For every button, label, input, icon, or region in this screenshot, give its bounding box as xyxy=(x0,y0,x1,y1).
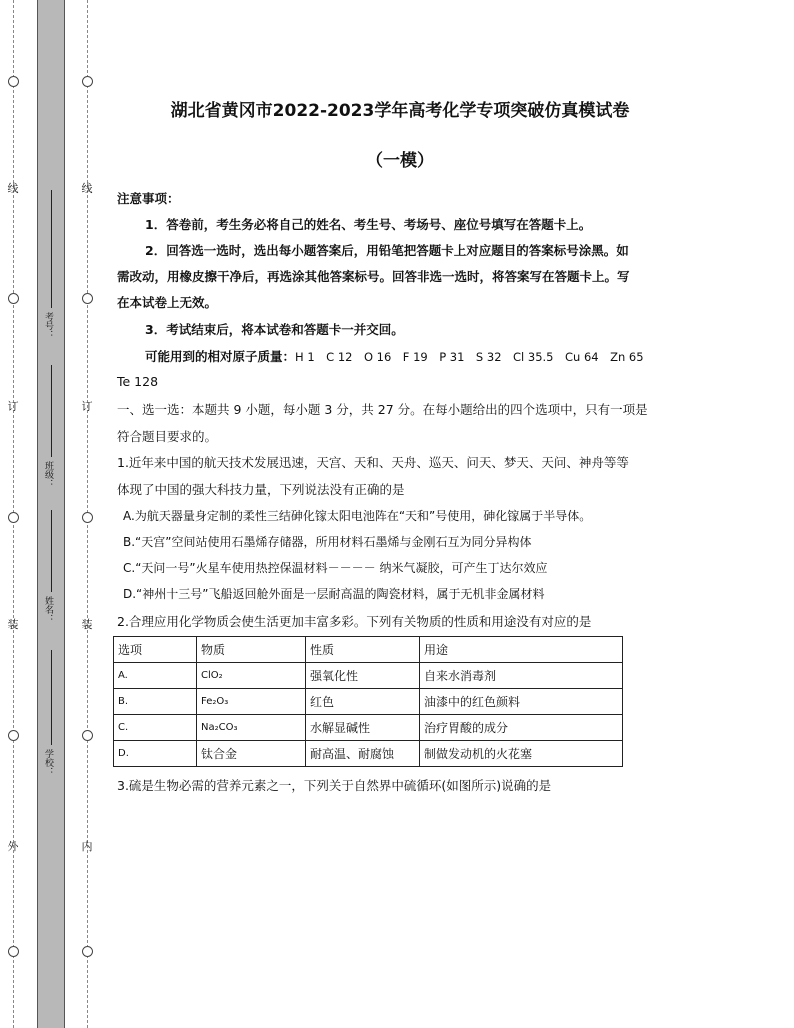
q2-table xyxy=(113,636,623,767)
table-row xyxy=(114,663,623,689)
atomic-mass-label: 可能用到的相对原子质量： xyxy=(145,349,296,364)
atomic-mass-line xyxy=(145,347,715,365)
field-label: 姓名： xyxy=(43,596,53,623)
binding-hole xyxy=(82,76,93,87)
margin-char-xian-inner: 线 xyxy=(81,182,93,195)
binding-hole xyxy=(8,293,19,304)
table-row xyxy=(114,715,623,741)
exam-subtitle: （一模） xyxy=(366,151,434,171)
notice-heading: 注意事项： xyxy=(117,191,180,206)
table-cell: A. xyxy=(114,663,197,689)
q3-stem: 3.硫是生物必需的营养元素之一，下列关于自然界中硫循环(如图所示)说确的是 xyxy=(117,778,552,793)
q1-option-a: A.为航天器量身定制的柔性三结砷化镓太阳电池阵在“天和”号使用，砷化镓属于半导体。 xyxy=(123,509,592,523)
notice-item-1: 1．答卷前，考生务必将自己的姓名、考生号、考场号、座位号填写在答题卡上。 xyxy=(145,217,592,232)
notice-item-3: 3．考试结束后，将本试卷和答题卡一并交回。 xyxy=(145,322,404,337)
binding-hole xyxy=(82,946,93,957)
table-row xyxy=(114,689,623,715)
table-header-row xyxy=(114,637,623,663)
margin-char-ding-inner: 订 xyxy=(81,400,93,413)
margin-char-ding-outer: 订 xyxy=(7,400,19,413)
name-field xyxy=(40,510,62,630)
notice-item-2: 2．回答选一选时，选出每小题答案后，用铅笔把答题卡上对应题目的答案标号涂黑。如 xyxy=(145,243,629,258)
fill-line xyxy=(51,510,52,592)
q1-stem: 1.近年来中国的航天技术发展迅速，天宫、天和、天舟、巡天、问天、梦天、天问、神舟等等 xyxy=(117,455,629,470)
q1-option-b: B.“天宫”空间站使用石墨烯存储器，所用材料石墨烯与金刚石互为同分异构体 xyxy=(123,535,532,549)
field-label: 学校： xyxy=(43,749,53,776)
school-field xyxy=(40,650,62,790)
table-cell: D. xyxy=(114,741,197,767)
notice-item-2-end: 在本试卷上无效。 xyxy=(117,295,218,310)
margin-char-nei: 内 xyxy=(81,840,93,853)
q1-option-c: C.“天问一号”火星车使用热控保温材料－－－－ 纳米气凝胶，可产生丁达尔效应 xyxy=(123,561,548,575)
exam-title: 湖北省黄冈市2022-2023学年高考化学专项突破仿真模试卷 xyxy=(170,101,630,121)
margin-char-xian-outer: 线 xyxy=(7,182,19,195)
class-field xyxy=(40,365,62,495)
binding-hole xyxy=(8,76,19,87)
q1-option-d: D.“神州十三号”飞船返回舱外面是一层耐高温的陶瓷材料，属于无机非金属材料 xyxy=(123,587,545,601)
q1-stem-cont: 体现了中国的强大科技力量，下列说法没有正确的是 xyxy=(117,482,405,497)
exam-number-field xyxy=(40,190,62,340)
binding-hole xyxy=(82,730,93,741)
margin-char-zhuang-outer: 装 xyxy=(7,618,19,631)
table-cell: 钛合金 xyxy=(197,741,306,767)
table-cell: 耐高温、耐腐蚀 xyxy=(306,741,420,767)
margin-char-wai: 外 xyxy=(7,840,19,853)
q2-stem: 2.合理应用化学物质会使生活更加丰富多彩。下列有关物质的性质和用途没有对应的是 xyxy=(117,614,592,629)
field-label: 班级： xyxy=(43,461,53,488)
table-cell: Na₂CO₃ xyxy=(197,715,306,741)
fill-line xyxy=(51,365,52,457)
notice-item-2-cont: 需改动，用橡皮擦干净后，再选涂其他答案标号。回答非选一选时，将答案写在答题卡上。写 xyxy=(117,269,630,284)
binding-hole xyxy=(8,730,19,741)
section-instructions-cont: 符合题目要求的。 xyxy=(117,429,218,444)
table-header: 物质 xyxy=(197,637,306,663)
table-cell: 自来水消毒剂 xyxy=(420,663,623,689)
binding-hole xyxy=(8,946,19,957)
table-cell: ClO₂ xyxy=(197,663,306,689)
fill-line xyxy=(51,650,52,745)
table-header: 选项 xyxy=(114,637,197,663)
table-cell: C. xyxy=(114,715,197,741)
fill-line xyxy=(51,190,52,308)
atomic-mass-continuation: Te 128 xyxy=(117,374,159,389)
binding-hole xyxy=(82,293,93,304)
table-cell: 制做发动机的火花塞 xyxy=(420,741,623,767)
table-cell: Fe₂O₃ xyxy=(197,689,306,715)
atomic-mass-values: H 1 C 12 O 16 F 19 P 31 S 32 Cl 35.5 Cu 64 Zn 65 xyxy=(295,350,644,364)
section-instructions: 一、选一选：本题共 9 小题，每小题 3 分，共 27 分。在每小题给出的四个选项中，只有一项是 xyxy=(117,402,648,417)
margin-char-zhuang-inner: 装 xyxy=(81,618,93,631)
table-cell: 红色 xyxy=(306,689,420,715)
table-row xyxy=(114,741,623,767)
binding-hole xyxy=(82,512,93,523)
table-cell: 油漆中的红色颜料 xyxy=(420,689,623,715)
table-cell: 治疗胃酸的成分 xyxy=(420,715,623,741)
table-cell: B. xyxy=(114,689,197,715)
binding-hole xyxy=(8,512,19,523)
field-label: 考号： xyxy=(43,312,53,339)
table-cell: 水解显碱性 xyxy=(306,715,420,741)
table-header: 性质 xyxy=(306,637,420,663)
table-header: 用途 xyxy=(420,637,623,663)
table-cell: 强氧化性 xyxy=(306,663,420,689)
